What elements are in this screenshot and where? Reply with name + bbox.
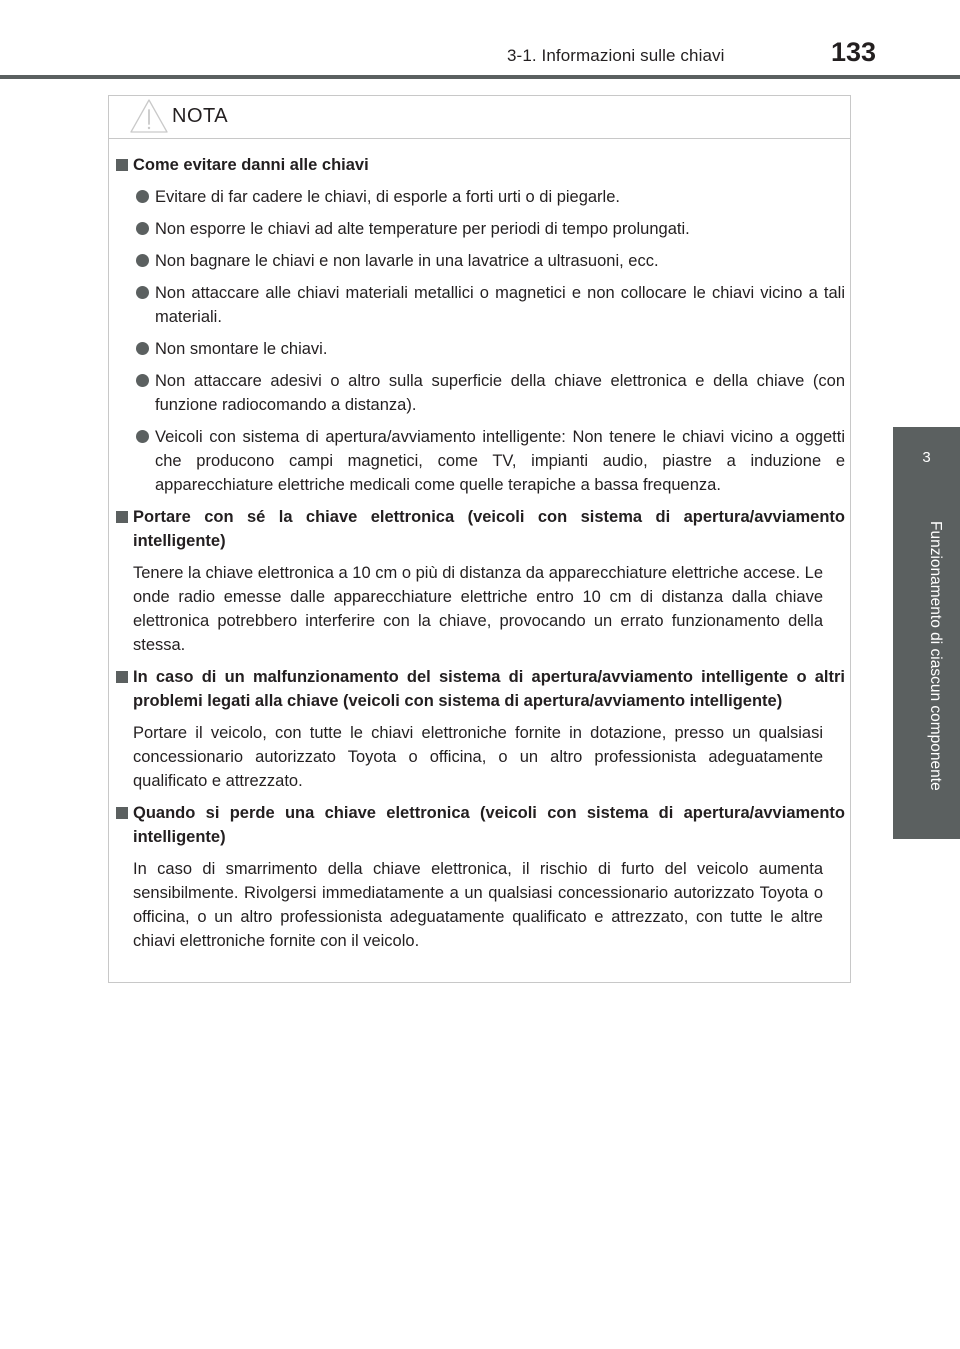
round-bullet-icon <box>136 286 149 299</box>
topic-carry-key <box>113 505 850 657</box>
list-item: Non attaccare alle chiavi materiali metallici o magnetici e non collocare le chiavi vicino a tali materiali. <box>113 281 845 329</box>
chapter-number-tab: 3 <box>893 427 960 509</box>
topic-paragraph: Portare il veicolo, con tutte le chiavi elettroniche fornite in dotazione, presso un qualsiasi concessionario autorizzato Toyota o officina, o un altro professionista adeguatamente qualificato e attrezzato. <box>133 724 823 790</box>
note-header <box>109 96 850 139</box>
square-bullet-icon <box>116 511 128 523</box>
topic-paragraph: In caso di smarrimento della chiave elettronica, il rischio di furto del veicolo aumenta sensibilmente. Rivolgersi immediatamente a un qualsiasi concessionario autorizzato Toyota o officina, o un altro professionista adeguatamente qualificato e attrezzato, con tutte le altre chiavi elettroniche fornite con il veicolo. <box>133 860 823 950</box>
round-bullet-icon <box>136 190 149 203</box>
list-item: Non bagnare le chiavi e non lavarle in una lavatrice a ultrasuoni, ecc. <box>113 249 845 273</box>
chapter-title-tab <box>893 509 960 839</box>
warning-triangle-icon <box>129 98 169 134</box>
note-title: NOTA <box>172 105 229 127</box>
topic-heading: Quando si perde una chiave elettronica (veicoli con sistema di apertura/avviamento intelligente) <box>113 801 845 849</box>
square-bullet-icon <box>116 159 128 171</box>
chapter-title: Funzionamento di ciascun componente <box>927 521 944 791</box>
section-title: 3-1. Informazioni sulle chiavi <box>507 46 725 65</box>
round-bullet-icon <box>136 222 149 235</box>
topic-heading: Portare con sé la chiave elettronica (veicoli con sistema di apertura/avviamento intelligente) <box>113 505 845 553</box>
list-item: Non smontare le chiavi. <box>113 337 845 361</box>
round-bullet-icon <box>136 254 149 267</box>
topic-lost-key <box>113 801 850 953</box>
list-item: Evitare di far cadere le chiavi, di esporle a forti urti o di piegarle. <box>113 185 845 209</box>
note-body <box>109 139 850 953</box>
topic-heading: In caso di un malfunzionamento del sistema di apertura/avviamento intelligente o altri problemi legati alla chiave (veicoli con sistema di apertura/avviamento intelligente) <box>113 665 845 713</box>
page-number: 133 <box>831 37 877 67</box>
header-rule <box>0 75 960 79</box>
topic-key-damage <box>113 153 850 497</box>
list-item: Non attaccare adesivi o altro sulla superficie della chiave elettronica e della chiave (con funzione radiocomando a distanza). <box>113 369 845 417</box>
round-bullet-icon <box>136 342 149 355</box>
note-box <box>108 95 851 983</box>
round-bullet-icon <box>136 430 149 443</box>
topic-paragraph: Tenere la chiave elettronica a 10 cm o più di distanza da apparecchiature elettriche accese. Le onde radio emesse dalle apparecchiature elettriche entro 10 cm di distanza dalla chiave elettronica potrebbero interferire con la chiave, provocando un errato funzionamento della stessa. <box>133 564 823 654</box>
list-item: Non esporre le chiavi ad alte temperature per periodi di tempo prolungati. <box>113 217 845 241</box>
topic-malfunction <box>113 665 850 793</box>
list-item: Veicoli con sistema di apertura/avviamento intelligente: Non tenere le chiavi vicino a oggetti che producono campi magnetici, come TV, impianti audio, piastre a induzione e apparecchiature elettriche medicali come quelle terapiche a bassa frequenza. <box>113 425 845 497</box>
round-bullet-icon <box>136 374 149 387</box>
square-bullet-icon <box>116 807 128 819</box>
square-bullet-icon <box>116 671 128 683</box>
topic-heading: Come evitare danni alle chiavi <box>113 153 845 177</box>
